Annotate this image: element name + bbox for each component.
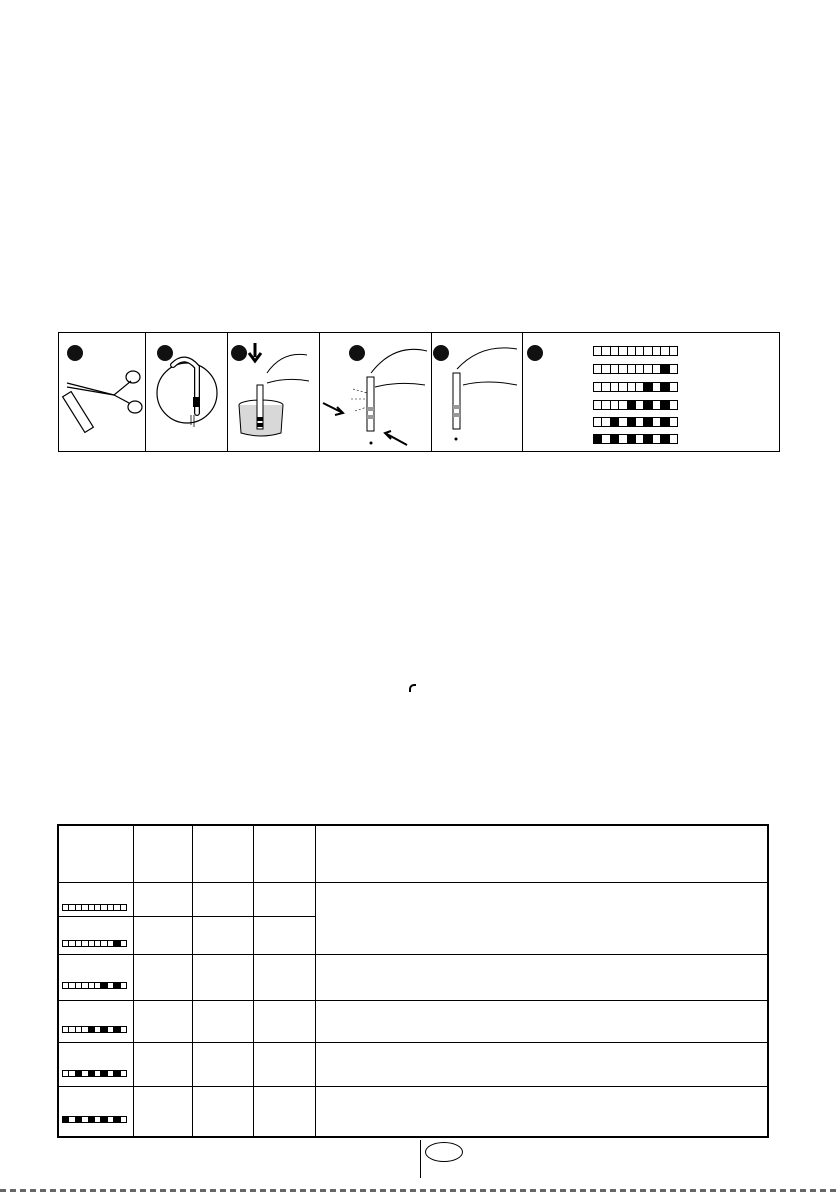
table-row-divider [59,1000,767,1001]
scale-cell [120,1070,127,1077]
table-row-scale [63,1116,127,1123]
table-column-divider [253,826,254,1136]
scale-cell [120,982,127,989]
language-badge [425,1142,463,1162]
table-column-divider [192,826,193,1136]
scale-row [594,417,678,427]
table-column-divider [133,826,134,1136]
scale-row [594,346,678,356]
table-column-divider [315,826,316,1136]
dip-strip-in-glass-icon [227,333,319,451]
table-row-scale [63,904,127,911]
scale-cell [669,382,678,392]
scale-cell [669,400,678,410]
scale-row [594,382,678,392]
table-row-scale [63,940,127,947]
scale-cell [669,434,678,444]
scale-cell [669,346,678,356]
table-row-divider [59,1086,767,1087]
corner-mark-icon [409,684,416,692]
scale-cell [120,1026,127,1033]
footer-divider [420,1140,421,1178]
table-row-divider [59,916,315,917]
table-row-scale [63,982,127,989]
hold-strip-icon [431,333,522,451]
scale-cell [120,1116,127,1123]
tap-running-water-icon [145,333,227,451]
scale-row [594,400,678,410]
scale-cell [669,417,678,427]
scale-cell [669,364,678,374]
table-row-divider [59,882,767,883]
scissors-cutting-strip-icon [59,333,145,451]
scale-cell [120,904,127,911]
scale-cell [120,940,127,947]
table-row-divider [59,954,767,955]
scale-row [594,434,678,444]
table-row-scale [63,1070,127,1077]
scale-row [594,364,678,374]
water-hardness-table [57,824,769,1138]
table-row-scale [63,1026,127,1033]
shake-strip-icon [319,333,431,451]
table-row-divider [59,1042,767,1043]
